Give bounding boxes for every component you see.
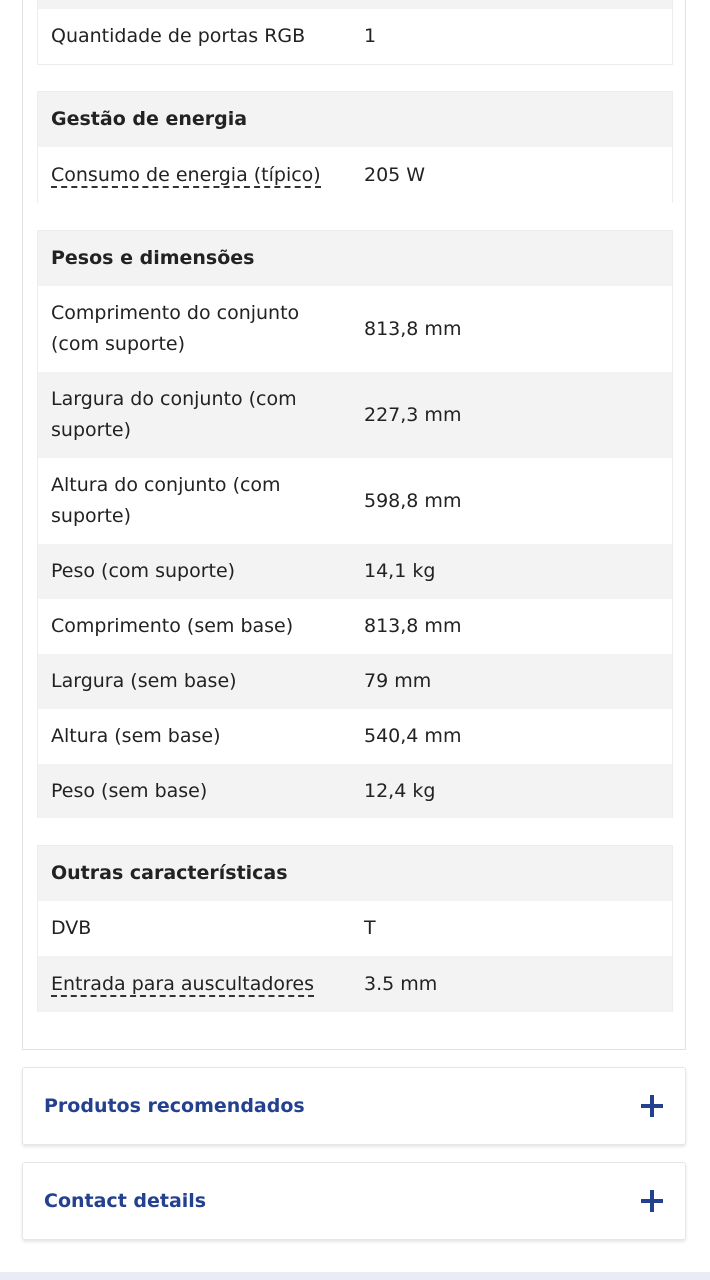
spec-value: 12,4 kg xyxy=(364,779,436,802)
spec-value: 205 W xyxy=(364,163,426,186)
spec-label[interactable] xyxy=(51,160,351,191)
spec-label: Altura do conjunto (com suporte) xyxy=(51,474,281,527)
section-header xyxy=(38,846,672,901)
table-row xyxy=(38,372,672,458)
spec-value: 1 xyxy=(364,25,377,47)
spec-label[interactable] xyxy=(51,969,351,1000)
spec-table-connectivity xyxy=(37,0,673,65)
footer-edge xyxy=(0,1272,710,1280)
table-row xyxy=(38,0,672,9)
accordion-title[interactable]: Produtos recomendados xyxy=(44,1095,305,1117)
accordion-title[interactable]: Contact details xyxy=(44,1190,207,1212)
spec-label: Altura (sem base) xyxy=(51,725,221,747)
accordion-recommended-products[interactable] xyxy=(22,1067,686,1145)
spec-table-other xyxy=(37,845,673,1012)
table-row xyxy=(38,654,672,709)
table-row xyxy=(38,599,672,654)
table-row xyxy=(38,9,672,64)
spec-value: 813,8 mm xyxy=(364,615,462,637)
spec-value: T xyxy=(364,917,376,939)
tooltip-term[interactable]: Entrada para auscultadores xyxy=(51,972,315,995)
spec-label: Quantidade de portas RGB xyxy=(51,25,306,47)
section-header xyxy=(38,92,672,147)
table-row xyxy=(38,286,672,372)
spec-label: DVB xyxy=(51,917,92,939)
section-title: Outras características xyxy=(51,862,288,884)
section-title: Pesos e dimensões xyxy=(51,247,255,269)
spec-value: 227,3 mm xyxy=(364,403,462,426)
spec-table-energy xyxy=(37,91,673,203)
spec-label: Largura do conjunto (com suporte) xyxy=(51,388,297,441)
spec-value: 3.5 mm xyxy=(364,972,438,995)
table-row xyxy=(38,544,672,599)
tooltip-term[interactable]: Consumo de energia (típico) xyxy=(51,163,321,186)
plus-icon[interactable] xyxy=(641,1190,663,1212)
spec-value: 813,8 mm xyxy=(364,317,462,340)
plus-icon[interactable] xyxy=(641,1095,663,1117)
table-row xyxy=(38,147,672,203)
table-row xyxy=(38,709,672,764)
spec-table-dimensions xyxy=(37,230,673,818)
section-title: Gestão de energia xyxy=(51,108,248,130)
spec-value: 598,8 mm xyxy=(364,489,462,512)
table-row xyxy=(38,764,672,818)
spec-label: Comprimento do conjunto (com suporte) xyxy=(51,302,300,355)
spec-value: 540,4 mm xyxy=(364,725,462,747)
spec-label: Peso (com suporte) xyxy=(51,560,236,582)
spec-value: 79 mm xyxy=(364,670,432,692)
table-row xyxy=(38,458,672,544)
section-header xyxy=(38,231,672,286)
spec-label: Peso (sem base) xyxy=(51,779,208,802)
table-row xyxy=(38,901,672,956)
spec-value: 14,1 kg xyxy=(364,560,436,582)
spec-label: Comprimento (sem base) xyxy=(51,615,294,637)
accordion-contact-details[interactable] xyxy=(22,1162,686,1240)
table-row xyxy=(38,956,672,1012)
spec-label: Largura (sem base) xyxy=(51,670,237,692)
